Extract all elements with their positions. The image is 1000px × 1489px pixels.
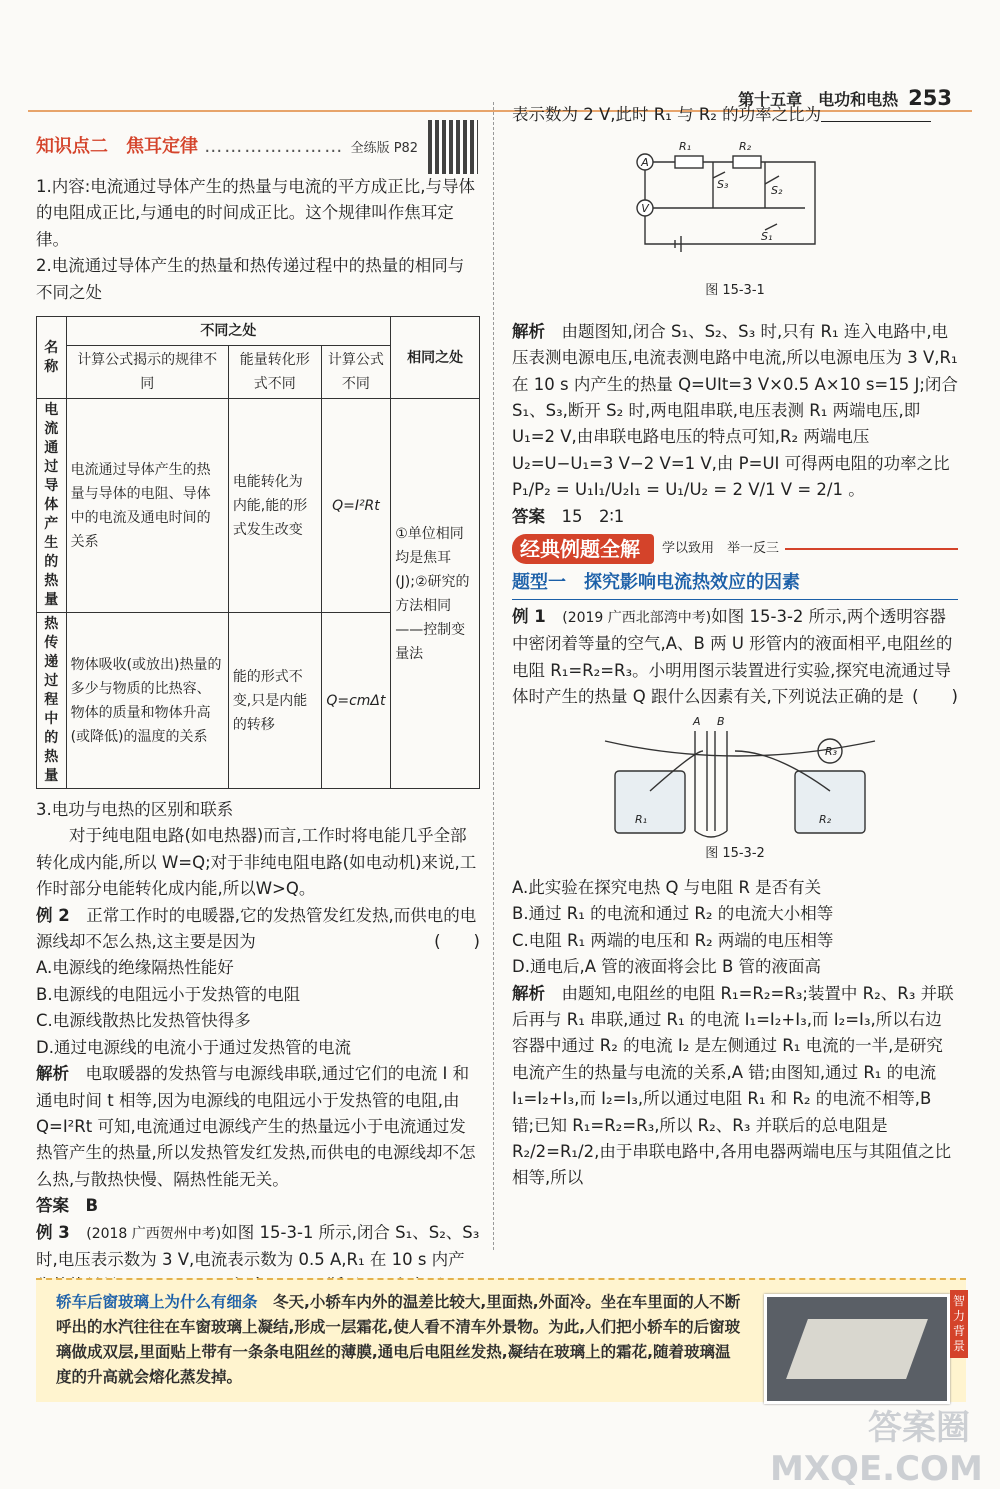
option-c: C.电阻 R₁ 两端的电压和 R₂ 两端的电压相等 xyxy=(512,930,834,950)
table-cell-formula: Q=I²Rt xyxy=(321,399,391,613)
circuit-diagram xyxy=(615,128,855,278)
figure-caption: 图 15-3-1 xyxy=(705,283,765,299)
subheading: 3.电功与电热的区别和联系 xyxy=(36,800,234,820)
answer: 答案 B xyxy=(36,1196,99,1216)
answer-blank xyxy=(821,103,931,122)
fig-label-r2: R₂ xyxy=(739,140,752,154)
tip-text: 轿车后窗玻璃上为什么有细条 冬天,小轿车内外的温差比较大,里面热,外面冷。坐在车里面的人不断呼出的水汽往往在车窗玻璃上凝结,形成一层霜花,使人看不清车外景物。为此,人们把小轿车的后窗玻璃做成双层,里面贴上带有一条条电阻丝的薄膜,通电后电阻丝发热,凝结在玻璃上的霜花,随着玻璃温度的升高就会熔化蒸发掉。 xyxy=(56,1293,741,1386)
practice-ref: 全练版 P82 xyxy=(350,141,419,156)
table-cell: 电能转化为内能,能的形式发生改变 xyxy=(228,399,321,613)
fig-label-s1: S₁ xyxy=(761,230,773,244)
question-type-heading: 题型一 探究影响电流热效应的因素 xyxy=(512,570,958,599)
fig-label-s3: S₃ xyxy=(717,178,729,192)
table-row-label: 热传递过程中的热量 xyxy=(37,613,67,789)
compare-heading: 2.电流通过导体产生的热量和热传递过程中的热量的相同与不同之处 xyxy=(36,256,465,302)
left-column xyxy=(36,120,480,1300)
answer: 答案 15 2∶1 xyxy=(512,506,625,526)
analysis: 解析 由题图知,闭合 S₁、S₂、S₃ 时,只有 R₁ 连入电路中,电压表测电源电压,电流表测电路中电流,所以电源电压为 3 V,R₁ 在 10 s 内产生的热量 Q=UIt=3 V×0.5 A×10 s=15 J;闭合 S₁、S₃,断开 S₂ 时,两电阻串联,电压表测 R₁ 两端电压,即 U₁=2 V,由串联电路电压的特点可知,R₂ 两端电压 U₂=U−U₁=3 V−2 V=1 V,由 P=UI 可得两电阻的功率之比 xyxy=(512,321,958,473)
table-cell: 物体吸收(或放出)热量的多少与物质的比热容、物体的质量和物体升高(或降低)的温度的关系 xyxy=(66,613,228,789)
option-d: D.通过电源线的电流小于通过发热管的电流 xyxy=(36,1037,351,1057)
watermark-logo: 答案圈 MXQE.COM xyxy=(770,1408,983,1489)
option-d: D.通电后,A 管的液面将会比 B 管的液面高 xyxy=(512,957,822,977)
comparison-table xyxy=(36,316,480,789)
example-1: 例 1 (2019 广西北部湾中考)如图 15-3-2 所示,两个透明容器中密闭着等量的空气,A、B 两 U 形管内的液面相平,电阻丝的电阻 R₁=R₂=R₃。小明用图示装置进行实验,探究电流通过导体时产生的热量 Q 跟什么因素有关,下列说法正确的是 ( ) xyxy=(512,606,958,707)
fig-label-r3: R₃ xyxy=(825,744,838,758)
content-paragraph: 对于纯电阻电路(如电热器)而言,工作时将电能几乎全部转化成内能,所以 W=Q;对于非纯电阻电路(如电动机)来说,工作时部分电能转化成内能,所以W>Q。 xyxy=(36,826,477,899)
tip-tag: 智力背景 xyxy=(950,1290,968,1358)
voltmeter-label: V xyxy=(641,202,649,216)
tip-title: 轿车后窗玻璃上为什么有细条 xyxy=(56,1293,258,1311)
fig-label-b: B xyxy=(717,714,725,728)
example-3-cont: 表示数为 2 V,此时 R₁ 与 R₂ 的功率之比为 xyxy=(512,102,958,128)
chapter-title: 第十五章 电功和电热 xyxy=(738,90,899,109)
analysis: 解析 由题知,电阻丝的电阻 R₁=R₂=R₃;装置中 R₂、R₃ 并联后再与 R₁ 串联,通过 R₁ 的电流 I₁=I₂+I₃,而 I₂=I₃,所以右边容器中通过 R₂ 的电流 I₂ 是左侧通过 R₁ 电流的一半,是研究电流产生的热量与电流的关系,A 错;由图知,通过 R₁ 的电流 I₁=I₂+I₃,而 I₂=I₃,所以通过电阻 R₁ 和 R₂ 的电流不相等,B 错;已知 R₁=R₂=R₃,所以 R₂、R₃ 并联后的总电阻是 R₂/2=R₁/2,由于串联电路中,各用电器两端电压与其阻值之比相等,所以 xyxy=(512,983,954,1188)
qr-code-icon[interactable] xyxy=(428,120,478,174)
fig-label-r2: R₂ xyxy=(819,812,832,826)
table-cell-same: ①单位相同均是焦耳(J);②研究的方法相同——控制变量法 xyxy=(391,399,480,789)
table-cell: 电流通过导体产生的热量与导体的电阻、导体中的电流及通电时间的关系 xyxy=(66,399,228,613)
option-a: A.电源线的绝缘隔热性能好 xyxy=(36,958,234,978)
fig-label-a: A xyxy=(693,714,701,728)
fig-label-s2: S₂ xyxy=(771,184,783,198)
table-header-same: 相同之处 xyxy=(391,317,480,399)
page-number: 253 xyxy=(908,86,952,110)
table-cell: 能的形式不变,只是内能的转移 xyxy=(228,613,321,789)
table-row-label: 电流通过导体产生的热量 xyxy=(37,399,67,613)
table-header-diff: 不同之处 xyxy=(66,317,391,346)
car-window-photo xyxy=(764,1294,950,1404)
right-column xyxy=(512,102,958,1192)
table-header-name: 名称 xyxy=(37,317,67,399)
table-subheader: 计算公式揭示的规律不同 xyxy=(66,346,228,399)
section-heading: 知识点二 焦耳定律 ………………… 全练版 P82 xyxy=(36,120,480,174)
fig-label-r1: R₁ xyxy=(679,140,692,154)
option-a: A.此实验在探究电热 Q 与电阻 R 是否有关 xyxy=(512,877,822,897)
content-paragraph: 1.内容:电流通过导体产生的热量与电流的平方成正比,与导体的电阻成正比,与通电的时间成正比。这个规律叫作焦耳定律。 xyxy=(36,177,476,249)
example-3: 例 3 (2018 广西贺州中考)如图 15-3-1 所示,闭合 S₁、S₂、S₃ 时,电压表示数为 3 V,电流表示数为 0.5 A,R₁ 在 10 s 内产 xyxy=(36,1220,480,1300)
analysis: 解析 电取暖器的发热管与电源线串联,通过它们的电流 I 和通电时间 t 相等,因为电源线的电阻远小于发热管的电阻,由 Q=I²Rt 可知,电流通过电源线产生的热量远小于电流通过发热管产生的热量,所以发热管发红发热,而供电的电源线却不怎么热,与散热快慢、隔热性能无关。 xyxy=(36,1064,476,1189)
option-b: B.通过 R₁ 的电流和通过 R₂ 的电流大小相等 xyxy=(512,904,834,924)
formula: P₁/P₂ = U₁I₁/U₂I₁ = U₁/U₂ = 2 V/1 V = 2/1 。 xyxy=(512,480,865,500)
option-c: C.电源线散热比发热管快得多 xyxy=(36,1011,251,1031)
column-divider xyxy=(493,102,494,1250)
figure-caption: 图 15-3-2 xyxy=(705,845,765,861)
example-2: 例 2 正常工作时的电暖器,它的发热管发红发热,而供电的电源线却不怎么热,这主要是因为 ( ) xyxy=(36,905,480,952)
ammeter-label: A xyxy=(641,156,649,170)
banner-title: 经典例题全解 xyxy=(512,534,654,564)
option-b: B.电源线的电阻远小于发热管的电阻 xyxy=(36,984,301,1004)
table-subheader: 计算公式不同 xyxy=(321,346,391,399)
table-cell-formula: Q=cmΔt xyxy=(321,613,391,789)
banner-subtitle: 学以致用 举一反三 xyxy=(662,541,780,557)
experiment-diagram xyxy=(575,711,895,841)
background-tip-box xyxy=(36,1278,966,1402)
table-subheader: 能量转化形式不同 xyxy=(228,346,321,399)
fig-label-r1: R₁ xyxy=(635,812,648,826)
classic-examples-banner xyxy=(512,534,958,564)
